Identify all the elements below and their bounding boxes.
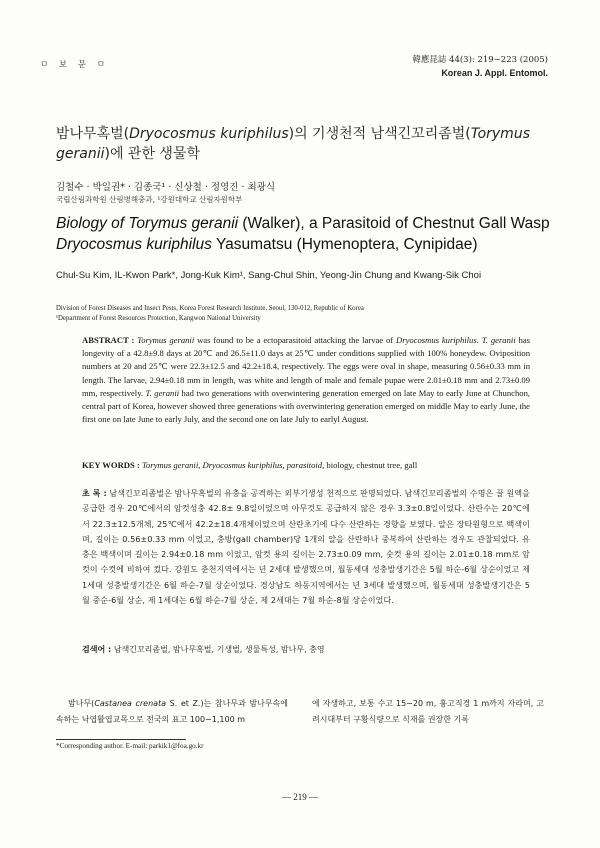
- korean-keywords-text: 남색긴꼬리좀벌, 밤나무혹벌, 기생벌, 생물특성, 밤나무, 충영: [113, 645, 325, 654]
- footnote-divider: [56, 739, 186, 740]
- english-keywords: [82, 460, 530, 470]
- abstract-text: has longevity of a 42.8±9.8 days at 20℃ and 26.5±11.0 days at 25℃ under conditions supplied with 100% honeydew. Oviposition numbers at 20 and 25℃ were 22.3±12.5 and 42.2±18.4, respectively. The eggs were oval in shape, measuring 0.56±0.33 mm in length. The larvae, 2.94±0.18 mm in length, was white and length of male and female pupae were 2.01±0.18 mm and 2.73±0.09 mm, respectively.: [82, 335, 530, 398]
- footnote: *Corresponding author. E-mail: parkik1@foa.go.kr: [56, 742, 204, 750]
- body-text: S. et Z.)는 참나무과 밤나무속에 속하는 낙엽활엽교목으로 전국의 표고 100∼1,100 m: [56, 699, 288, 724]
- korean-abstract-text: 남색긴꼬리좀벌은 밤나무혹벌의 유충을 공격하는 외부기생성 천적으로 판명되었다. 남색긴꼬리좀벌의 수명은 꿀 원액을 공급한 경우 20℃에서의 암컷성충 42.8± 9.8일이었으며 아무것도 공급하지 않은 경우 3.3±0.8일이었다. 산란수는 20℃에서 22.3±12.5개체, 25℃에서 42.2±18.4개체이었으며 산란초기에 다수 산란하는 경향을 보였다. 알은 장타원형으로 백색이며, 길이는 0.56±0.33 mm 이었고, 충방(gall chamber)당 1개의 알을 산란하나 중복하여 산란하는 경우도 관찰되었다. 유충은 백색이며 길이는 2.94±0.18 mm 이었고, 암컷 용의 길이는 2.73±0.09 mm, 숫컷 용의 길이는 2.01±0.18 mm로 암컷이 수컷에 비하여 컸다. 강원도 춘천지역에서는 년 2세대 발생했으며, 월동세대 성충발생기간은 5월 하순-6월 상순이었고 제1세대 성충발생기간은 6월 하순-7월 상순이었다. 경상남도 하동지역에서는 년 3세대 발생했으며, 월동세대 성충발생기간은 5월 중순-6월 상순, 제 1세대는 6월 하순-7월 상순, 제 2세대는 7월 하순-8월 상순이었다.: [82, 489, 530, 606]
- affiliation-line2: ¹Department of Forest Resources Protection, Kangwon National University: [56, 315, 261, 322]
- page-number: — 219 —: [282, 792, 318, 802]
- english-title-part3: Yasumatsu (Hymenoptera, Cynipidae): [211, 236, 478, 253]
- journal-name: Korean J. Appl. Entomol.: [441, 68, 548, 78]
- english-title: [56, 213, 576, 255]
- keywords-italic: Torymus geranii, Dryocosmus kuriphilus, parasitoid,: [141, 460, 325, 470]
- korean-abstract-label: 초 록 :: [82, 489, 107, 498]
- korean-abstract: [82, 486, 530, 608]
- keywords-plain: biology, chestnut tree, gall: [324, 460, 418, 470]
- section-label: ㅁ 보 문 ㅁ: [40, 60, 109, 70]
- abstract-label: ABSTRACT :: [82, 335, 135, 345]
- korean-title: [56, 124, 556, 164]
- body-column-left: [56, 696, 288, 727]
- english-title-species2: Dryocosmus kuriphilus: [56, 236, 212, 253]
- english-affiliation: [56, 304, 566, 324]
- korean-title-species1: Dryocosmus kuriphilus: [129, 126, 289, 142]
- abstract-text: had two generations with overwintering generation emerged on late May to early June at Chunchon, central part of Korea, however showed three generations with overwintering generation emerged on middle May to early June, the first one on late June to early July, and the second one on late July to earlyl August.: [82, 387, 531, 425]
- korean-title-species2: Torymus geranii: [56, 126, 530, 162]
- korean-title-part1: 밤나무혹벌(: [56, 126, 130, 142]
- body-text: 밤나무(: [68, 699, 95, 708]
- abstract-species: Dryocosmus kuriphilus.: [396, 335, 479, 345]
- abstract-text: was found to be a ectoparasitoid attacking the larvae of: [194, 335, 397, 345]
- keywords-label: KEY WORDS :: [82, 460, 140, 470]
- korean-keywords-label: 검색어 :: [82, 645, 112, 654]
- english-title-species1: Torymus geranii: [128, 215, 239, 232]
- english-abstract: [82, 334, 530, 426]
- english-authors: Chul-Su Kim, IL-Kwon Park*, Jong-Kuk Kim¹, Sang-Chul Shin, Yeong-Jin Chung and Kwang-Sik Choi: [56, 270, 482, 281]
- korean-authors: 김철수 · 박일권* · 김종국¹ · 신상철 · 정영진 · 최광식: [56, 182, 276, 193]
- english-title-part2: (Walker), a Parasitoid of Chestnut Gall Wasp: [238, 215, 550, 232]
- journal-header: [412, 54, 548, 80]
- korean-affiliation: 국립산림과학원 산림병해충과, ¹강원대학교 산림자원학부: [56, 195, 243, 204]
- korean-keywords: [82, 644, 530, 655]
- abstract-species: T. geranii: [481, 335, 516, 345]
- affiliation-line1: Division of Forest Diseases and Insect Pests, Korea Forest Research Institute, Seoul, 130-012, Republic of Korea: [56, 305, 364, 312]
- body-species: Castanea crenata: [94, 699, 167, 708]
- korean-title-part2: )의 기생천적 남색긴꼬리좀벌(: [288, 126, 471, 142]
- abstract-species: Torymus geranii: [137, 335, 195, 345]
- journal-reference: 韓應昆誌 44(3): 219∼223 (2005): [412, 55, 548, 65]
- korean-title-part3: )에 관한 생물학: [104, 146, 201, 162]
- body-column-right: 에 자생하고, 보통 수고 15∼20 m, 흉고직경 1 m까지 자라며, 고려시대부터 구황식량으로 식재를 권장한 기록: [312, 699, 544, 724]
- english-title-part1: Biology of: [56, 215, 129, 232]
- abstract-species: T. geranii: [145, 387, 180, 398]
